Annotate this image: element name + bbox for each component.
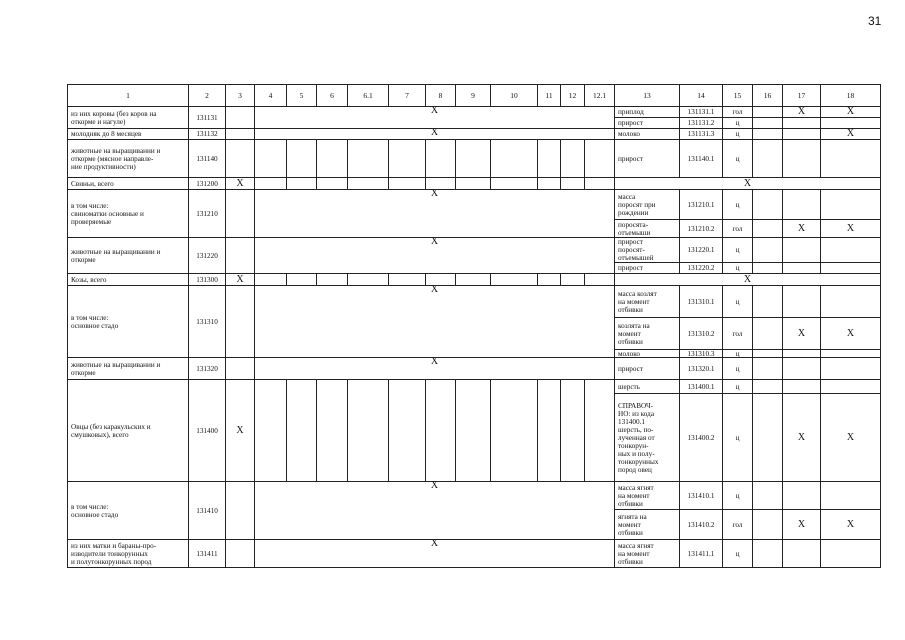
indicator-cell: масса поросят при рождении bbox=[614, 189, 680, 220]
empty-cell bbox=[560, 379, 585, 482]
unit-cell: ц bbox=[722, 189, 753, 220]
empty-cell bbox=[820, 237, 881, 263]
x-mark: Х bbox=[225, 177, 255, 190]
indicator-code: 131140.1 bbox=[679, 139, 723, 178]
row-code: 131410 bbox=[188, 481, 226, 540]
empty-cell bbox=[254, 139, 287, 178]
indicator-code: 131220.2 bbox=[679, 262, 723, 274]
x-mark: Х bbox=[820, 219, 881, 238]
empty-cell bbox=[752, 481, 783, 510]
unit-cell: гол bbox=[722, 509, 753, 540]
empty-cell bbox=[490, 139, 538, 178]
column-header: 17 bbox=[782, 84, 821, 107]
merged-x-block: Х bbox=[254, 237, 615, 274]
column-header: 6.1 bbox=[347, 84, 389, 107]
empty-cell bbox=[752, 139, 783, 178]
empty-cell bbox=[254, 379, 287, 482]
column-header: 18 bbox=[820, 84, 881, 107]
x-mark: Х bbox=[820, 509, 881, 540]
indicator-code: 131320.1 bbox=[679, 357, 723, 380]
row-label: Козы, всего bbox=[67, 273, 189, 286]
x-mark: Х bbox=[782, 219, 821, 238]
empty-cell bbox=[347, 139, 389, 178]
row-label: животные на выращивании и откорме bbox=[67, 357, 189, 380]
x-mark: Х bbox=[614, 177, 881, 190]
merged-x-block: Х bbox=[254, 539, 615, 568]
indicator-code: 131411.1 bbox=[679, 539, 723, 568]
empty-cell bbox=[560, 139, 585, 178]
empty-cell bbox=[584, 139, 615, 178]
merged-x-block: Х bbox=[254, 357, 615, 380]
indicator-code: 131210.1 bbox=[679, 189, 723, 220]
column-header: 16 bbox=[752, 84, 783, 107]
row-code: 131400 bbox=[188, 379, 226, 482]
column-header: 9 bbox=[455, 84, 491, 107]
indicator-cell: молоко bbox=[614, 349, 680, 358]
indicator-cell: масса козлят на момент отбивки bbox=[614, 285, 680, 318]
empty-cell bbox=[782, 481, 821, 510]
empty-cell bbox=[820, 379, 881, 394]
row-code: 131320 bbox=[188, 357, 226, 380]
x-mark: Х bbox=[820, 317, 881, 350]
x-mark: Х bbox=[820, 393, 881, 482]
empty-cell bbox=[225, 106, 255, 129]
indicator-cell: козлята на момент отбивки bbox=[614, 317, 680, 350]
column-header: 3 bbox=[225, 84, 255, 107]
empty-cell bbox=[782, 237, 821, 263]
x-mark: Х bbox=[782, 317, 821, 350]
empty-cell bbox=[782, 379, 821, 394]
empty-cell bbox=[820, 481, 881, 510]
empty-cell bbox=[286, 379, 317, 482]
column-header: 15 bbox=[722, 84, 753, 107]
empty-cell bbox=[752, 189, 783, 220]
indicator-cell: прирост bbox=[614, 357, 680, 380]
empty-cell bbox=[782, 189, 821, 220]
indicator-code: 131131.2 bbox=[679, 117, 723, 129]
row-code: 131220 bbox=[188, 237, 226, 274]
row-label: молодняк до 8 месяцев bbox=[67, 128, 189, 140]
column-header: 14 bbox=[679, 84, 723, 107]
column-header: 5 bbox=[286, 84, 317, 107]
row-code: 131210 bbox=[188, 189, 226, 238]
empty-cell bbox=[782, 539, 821, 568]
empty-cell bbox=[455, 139, 491, 178]
unit-cell: ц bbox=[722, 139, 753, 178]
empty-cell bbox=[347, 379, 389, 482]
unit-cell: ц bbox=[722, 539, 753, 568]
empty-cell bbox=[537, 139, 561, 178]
empty-cell bbox=[225, 237, 255, 274]
empty-cell bbox=[752, 285, 783, 318]
merged-x-block: Х bbox=[254, 285, 615, 358]
indicator-code: 131220.1 bbox=[679, 237, 723, 263]
indicator-cell: приплод bbox=[614, 106, 680, 118]
indicator-code: 131310.1 bbox=[679, 285, 723, 318]
empty-cell bbox=[584, 379, 615, 482]
row-code: 131200 bbox=[188, 177, 226, 190]
indicator-code: 131410.2 bbox=[679, 509, 723, 540]
unit-cell: ц bbox=[722, 393, 753, 482]
unit-cell: гол bbox=[722, 106, 753, 118]
merged-x-block: Х bbox=[254, 106, 615, 129]
empty-cell bbox=[820, 139, 881, 178]
row-code: 131132 bbox=[188, 128, 226, 140]
row-label: животные на выращивании и откорме (мясное направле- ние продуктивности) bbox=[67, 139, 189, 178]
unit-cell: ц bbox=[722, 357, 753, 380]
empty-cell bbox=[316, 379, 348, 482]
indicator-code: 131131.3 bbox=[679, 128, 723, 140]
row-label: в том числе: основное стадо bbox=[67, 285, 189, 358]
empty-cell bbox=[820, 285, 881, 318]
column-header: 8 bbox=[425, 84, 456, 107]
unit-cell: ц bbox=[722, 481, 753, 510]
indicator-cell: прирост bbox=[614, 117, 680, 129]
indicator-cell: прирост поросят- отъемышей bbox=[614, 237, 680, 263]
x-mark: Х bbox=[820, 106, 881, 118]
indicator-cell: молоко bbox=[614, 128, 680, 140]
indicator-cell: шерсть bbox=[614, 379, 680, 394]
indicator-cell: поросята- отъемыши bbox=[614, 219, 680, 238]
merged-x-block: Х bbox=[254, 189, 615, 238]
indicator-cell: масса ягнят на момент отбивки bbox=[614, 481, 680, 510]
unit-cell: ц bbox=[722, 117, 753, 129]
row-label: Овцы (без каракульских и смушковых), всего bbox=[67, 379, 189, 482]
empty-cell bbox=[820, 539, 881, 568]
row-label: в том числе: основное стадо bbox=[67, 481, 189, 540]
empty-cell bbox=[752, 509, 783, 540]
unit-cell: гол bbox=[722, 219, 753, 238]
empty-cell bbox=[782, 357, 821, 380]
x-mark: Х bbox=[614, 273, 881, 286]
indicator-cell: прирост bbox=[614, 262, 680, 274]
empty-cell bbox=[425, 379, 456, 482]
empty-cell bbox=[425, 139, 456, 178]
indicator-code: 131310.3 bbox=[679, 349, 723, 358]
empty-cell bbox=[455, 379, 491, 482]
indicator-cell: ягнята на момент отбивки bbox=[614, 509, 680, 540]
column-header: 6 bbox=[316, 84, 348, 107]
empty-cell bbox=[820, 189, 881, 220]
unit-cell: ц bbox=[722, 285, 753, 318]
empty-cell bbox=[752, 317, 783, 350]
x-mark: Х bbox=[225, 273, 255, 286]
empty-cell bbox=[225, 189, 255, 238]
x-mark: Х bbox=[820, 128, 881, 140]
column-header: 4 bbox=[254, 84, 287, 107]
indicator-code: 131400.2 bbox=[679, 393, 723, 482]
indicator-cell: СПРАВОЧ- НО: из кода 131400.1 шерсть, по- лученная от тонкорун- ных и полу- тонкорунных пород овец bbox=[614, 393, 680, 482]
column-header: 10 bbox=[490, 84, 538, 107]
x-mark: Х bbox=[782, 509, 821, 540]
row-label: из них матки и бараны-про- изводители тонкорунных и полутонкорунных пород bbox=[67, 539, 189, 568]
unit-cell: гол bbox=[722, 317, 753, 350]
column-header: 2 bbox=[188, 84, 226, 107]
x-mark: Х bbox=[782, 393, 821, 482]
column-header: 11 bbox=[537, 84, 561, 107]
column-header: 12 bbox=[560, 84, 585, 107]
empty-cell bbox=[752, 357, 783, 380]
empty-cell bbox=[225, 481, 255, 540]
indicator-code: 131400.1 bbox=[679, 379, 723, 394]
indicator-cell: прирост bbox=[614, 139, 680, 178]
row-label: из них коровы (без коров на откорме и нагуле) bbox=[67, 106, 189, 129]
row-code: 131140 bbox=[188, 139, 226, 178]
row-label: Свиньи, всего bbox=[67, 177, 189, 190]
column-header: 7 bbox=[388, 84, 426, 107]
empty-cell bbox=[388, 139, 426, 178]
row-code: 131131 bbox=[188, 106, 226, 129]
empty-cell bbox=[490, 379, 538, 482]
empty-cell bbox=[225, 285, 255, 358]
empty-cell bbox=[752, 393, 783, 482]
empty-cell bbox=[388, 379, 426, 482]
empty-cell bbox=[752, 237, 783, 263]
indicator-code: 131210.2 bbox=[679, 219, 723, 238]
indicator-code: 131310.2 bbox=[679, 317, 723, 350]
column-header: 1 bbox=[67, 84, 189, 107]
indicator-code: 131131.1 bbox=[679, 106, 723, 118]
unit-cell: ц bbox=[722, 349, 753, 358]
empty-cell bbox=[782, 139, 821, 178]
empty-cell bbox=[225, 539, 255, 568]
unit-cell: ц bbox=[722, 262, 753, 274]
empty-cell bbox=[225, 139, 255, 178]
row-code: 131411 bbox=[188, 539, 226, 568]
unit-cell: ц bbox=[722, 379, 753, 394]
empty-cell bbox=[537, 379, 561, 482]
column-header: 13 bbox=[614, 84, 680, 107]
indicator-code: 131410.1 bbox=[679, 481, 723, 510]
merged-x-block: Х bbox=[254, 481, 615, 540]
row-label: животные на выращивании и откорме bbox=[67, 237, 189, 274]
empty-cell bbox=[820, 357, 881, 380]
unit-cell: ц bbox=[722, 237, 753, 263]
row-code: 131300 bbox=[188, 273, 226, 286]
unit-cell: ц bbox=[722, 128, 753, 140]
x-mark: Х bbox=[225, 379, 255, 482]
empty-cell bbox=[782, 285, 821, 318]
page-number: 31 bbox=[868, 14, 882, 28]
row-code: 131310 bbox=[188, 285, 226, 358]
column-header: 12.1 bbox=[584, 84, 615, 107]
merged-x-block: Х bbox=[254, 128, 615, 140]
empty-cell bbox=[752, 379, 783, 394]
empty-cell bbox=[752, 219, 783, 238]
empty-cell bbox=[752, 539, 783, 568]
empty-cell bbox=[286, 139, 317, 178]
x-mark: Х bbox=[782, 106, 821, 118]
empty-cell bbox=[225, 357, 255, 380]
indicator-cell: масса ягнят на момент отбивки bbox=[614, 539, 680, 568]
empty-cell bbox=[316, 139, 348, 178]
row-label: в том числе: свиноматки основные и проверяемые bbox=[67, 189, 189, 238]
